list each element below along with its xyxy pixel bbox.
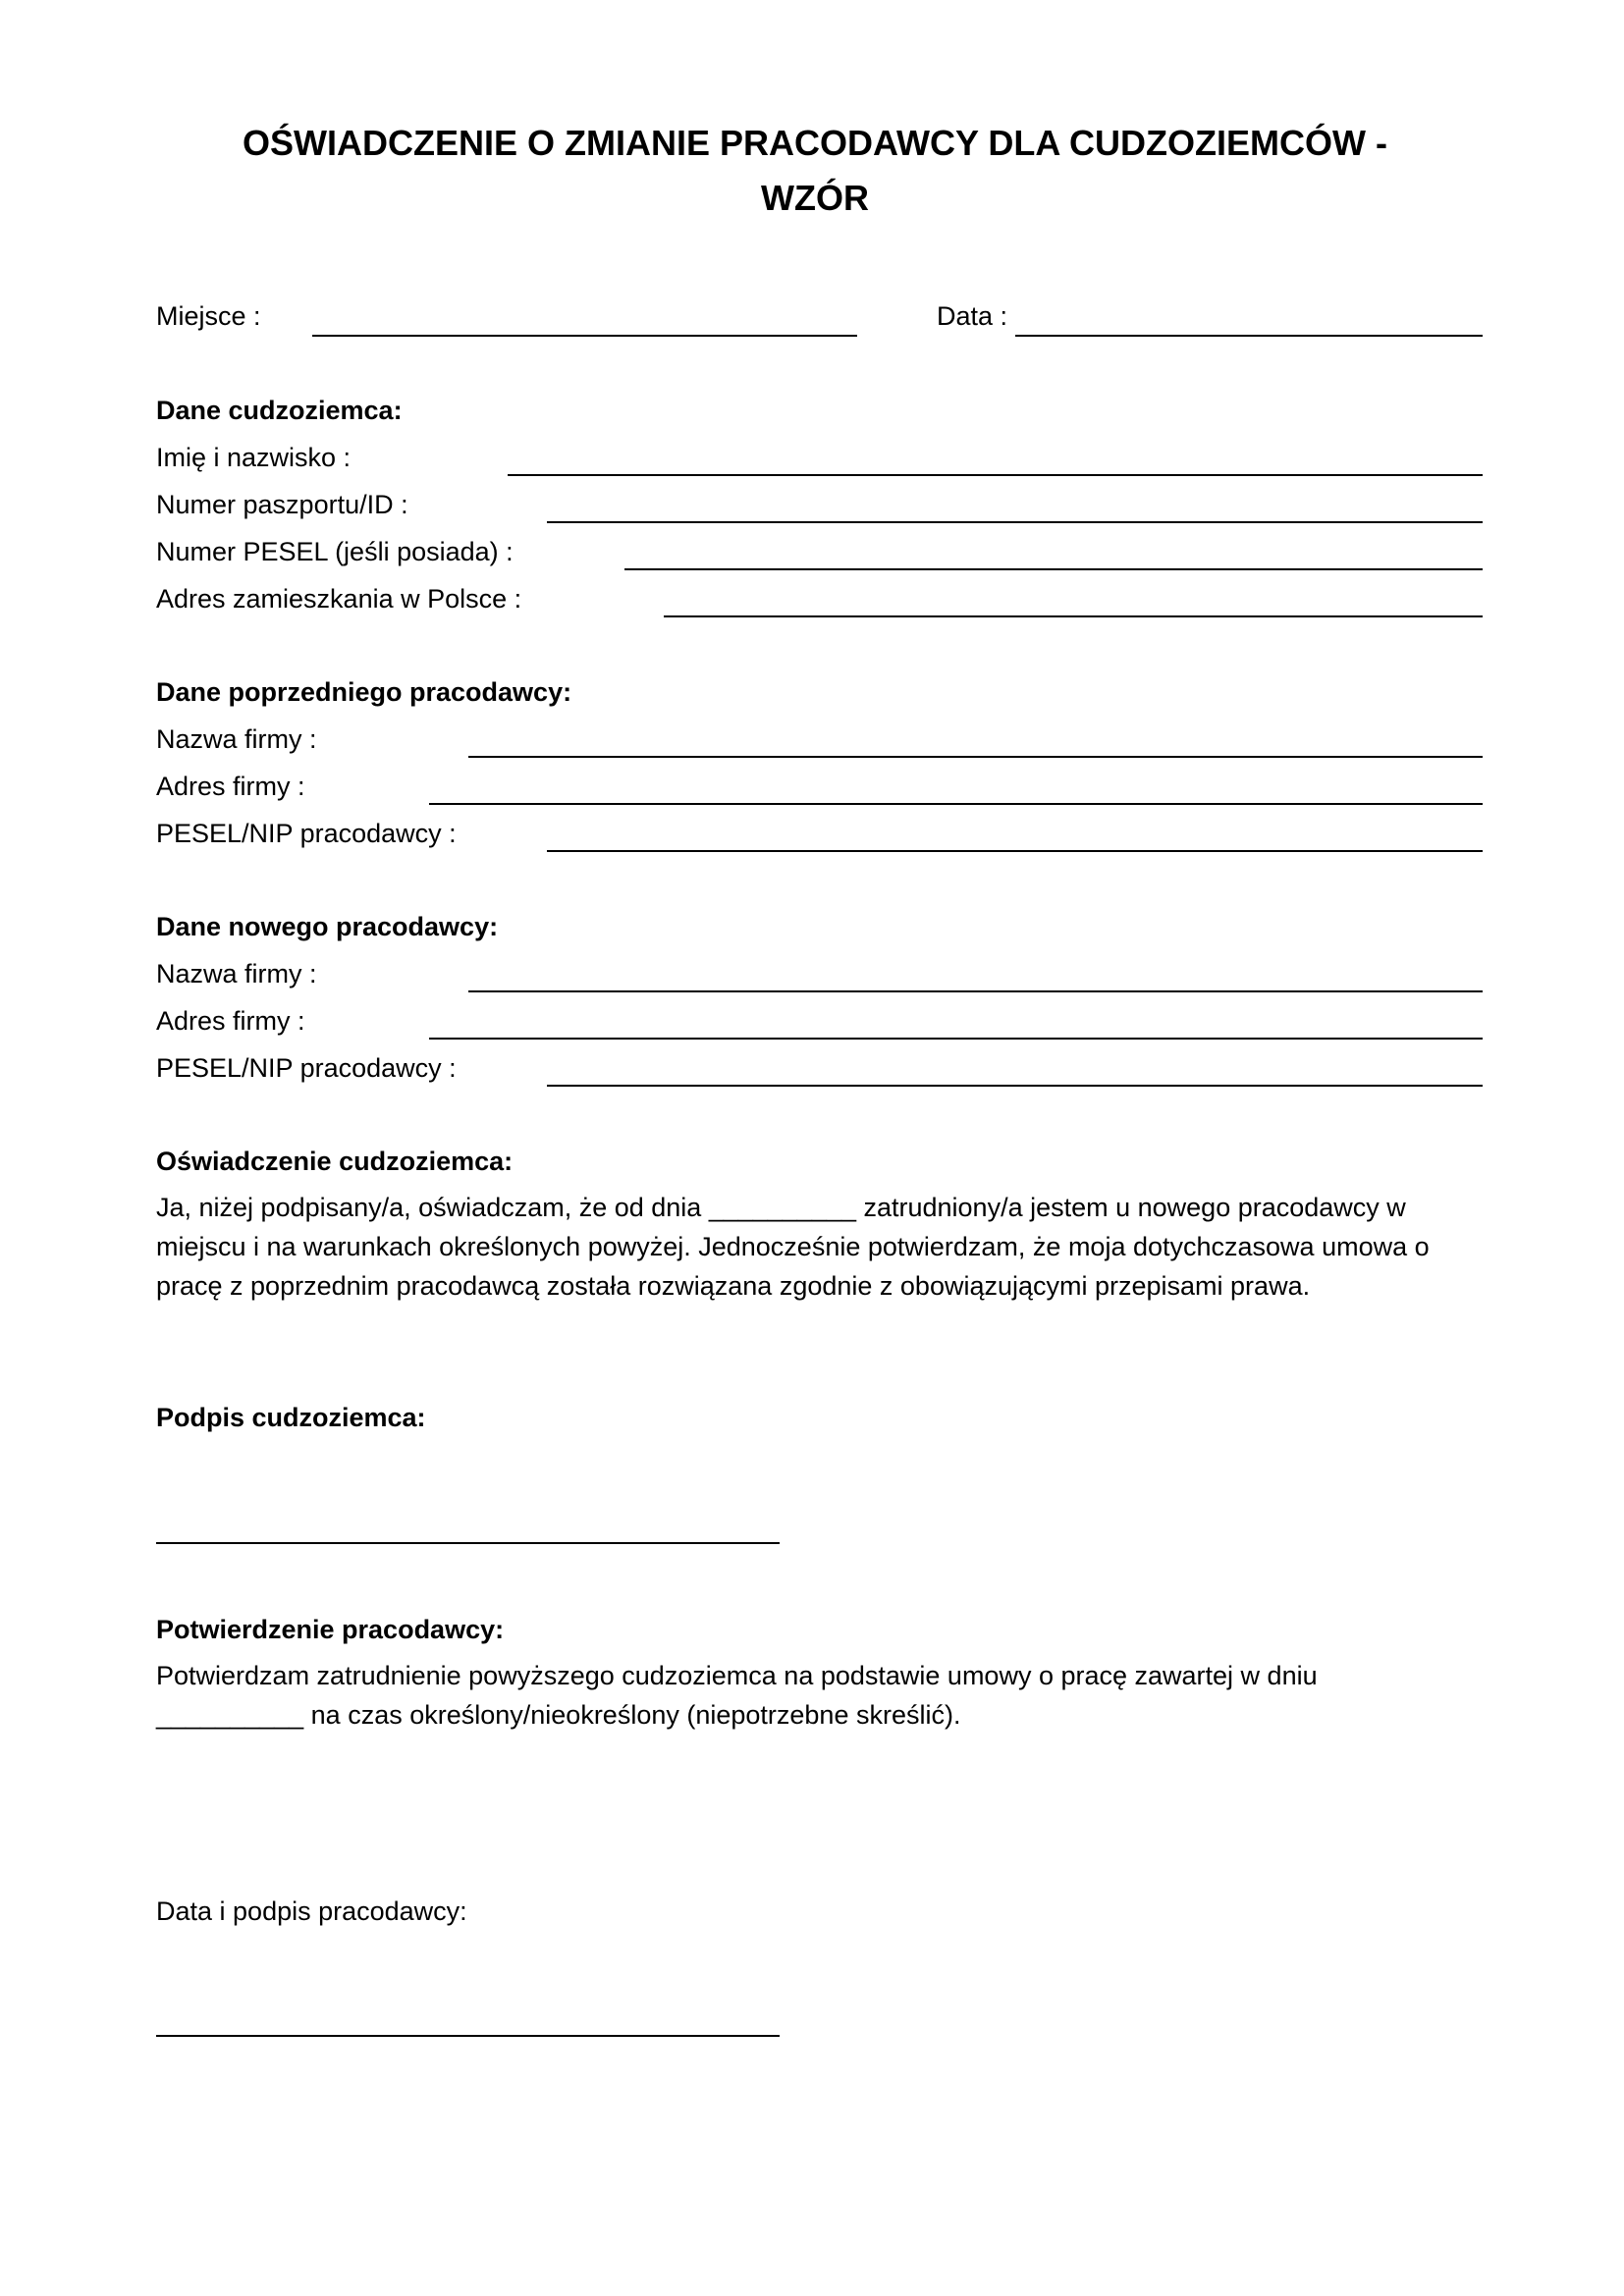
previous-company-name-field[interactable] [468, 756, 1483, 758]
foreigner-heading: Dane cudzoziemca: [156, 396, 403, 425]
passport-number-label: Numer paszportu/ID : [156, 490, 408, 519]
new-employer-heading: Dane nowego pracodawcy: [156, 912, 499, 941]
statement-line-1: Ja, niżej podpisany/a, oświadczam, że od dnia __________ zatrudniony/a jestem u nowego pracodawcy w [156, 1193, 1406, 1222]
confirmation-line-2: __________ na czas określony/nieokreślony (niepotrzebne skreślić). [156, 1700, 961, 1730]
pesel-number-field[interactable] [624, 568, 1483, 570]
new-company-name-label: Nazwa firmy : [156, 959, 317, 988]
employer-confirmation-text [156, 1656, 1318, 1735]
confirmation-line-1: Potwierdzam zatrudnienie powyższego cudzoziemca na podstawie umowy o pracę zawartej w dniu [156, 1661, 1318, 1690]
place-label: Miejsce : [156, 301, 261, 331]
place-field[interactable] [312, 335, 857, 337]
previous-company-address-label: Adres firmy : [156, 772, 305, 801]
statement-text [156, 1188, 1430, 1306]
date-field[interactable] [1015, 335, 1483, 337]
previous-company-address-field[interactable] [429, 803, 1483, 805]
pesel-number-label: Numer PESEL (jeśli posiada) : [156, 537, 514, 566]
foreigner-signature-heading: Podpis cudzoziemca: [156, 1403, 426, 1432]
full-name-label: Imię i nazwisko : [156, 443, 352, 472]
previous-employer-nip-field[interactable] [547, 850, 1483, 852]
new-company-address-label: Adres firmy : [156, 1006, 305, 1036]
employer-confirmation-heading: Potwierdzenie pracodawcy: [156, 1615, 505, 1644]
title-line-1: OŚWIADCZENIE O ZMIANIE PRACODAWCY DLA CUDZOZIEMCÓW - [243, 123, 1387, 163]
statement-line-3: pracę z poprzednim pracodawcą została rozwiązana zgodnie z obowiązującymi przepisami prawa. [156, 1271, 1311, 1301]
address-in-poland-label: Adres zamieszkania w Polsce : [156, 584, 522, 614]
address-in-poland-field[interactable] [664, 615, 1483, 617]
previous-employer-heading: Dane poprzedniego pracodawcy: [156, 677, 572, 707]
new-company-name-field[interactable] [468, 990, 1483, 992]
passport-number-field[interactable] [547, 521, 1483, 523]
full-name-field[interactable] [508, 474, 1483, 476]
previous-employer-nip-label: PESEL/NIP pracodawcy : [156, 819, 457, 848]
employer-signature-label: Data i podpis pracodawcy: [156, 1896, 467, 1926]
new-employer-nip-label: PESEL/NIP pracodawcy : [156, 1053, 457, 1083]
employer-signature-line[interactable] [156, 2035, 780, 2037]
statement-line-2: miejscu i na warunkach określonych powyżej. Jednocześnie potwierdzam, że moja dotychczasowa umowa o [156, 1232, 1430, 1261]
date-label: Data : [937, 301, 1008, 331]
foreigner-signature-line[interactable] [156, 1542, 780, 1544]
document-title [147, 116, 1483, 226]
statement-heading: Oświadczenie cudzoziemca: [156, 1147, 514, 1176]
previous-company-name-label: Nazwa firmy : [156, 724, 317, 754]
new-employer-nip-field[interactable] [547, 1085, 1483, 1087]
title-line-2: WZÓR [761, 178, 869, 218]
new-company-address-field[interactable] [429, 1038, 1483, 1040]
